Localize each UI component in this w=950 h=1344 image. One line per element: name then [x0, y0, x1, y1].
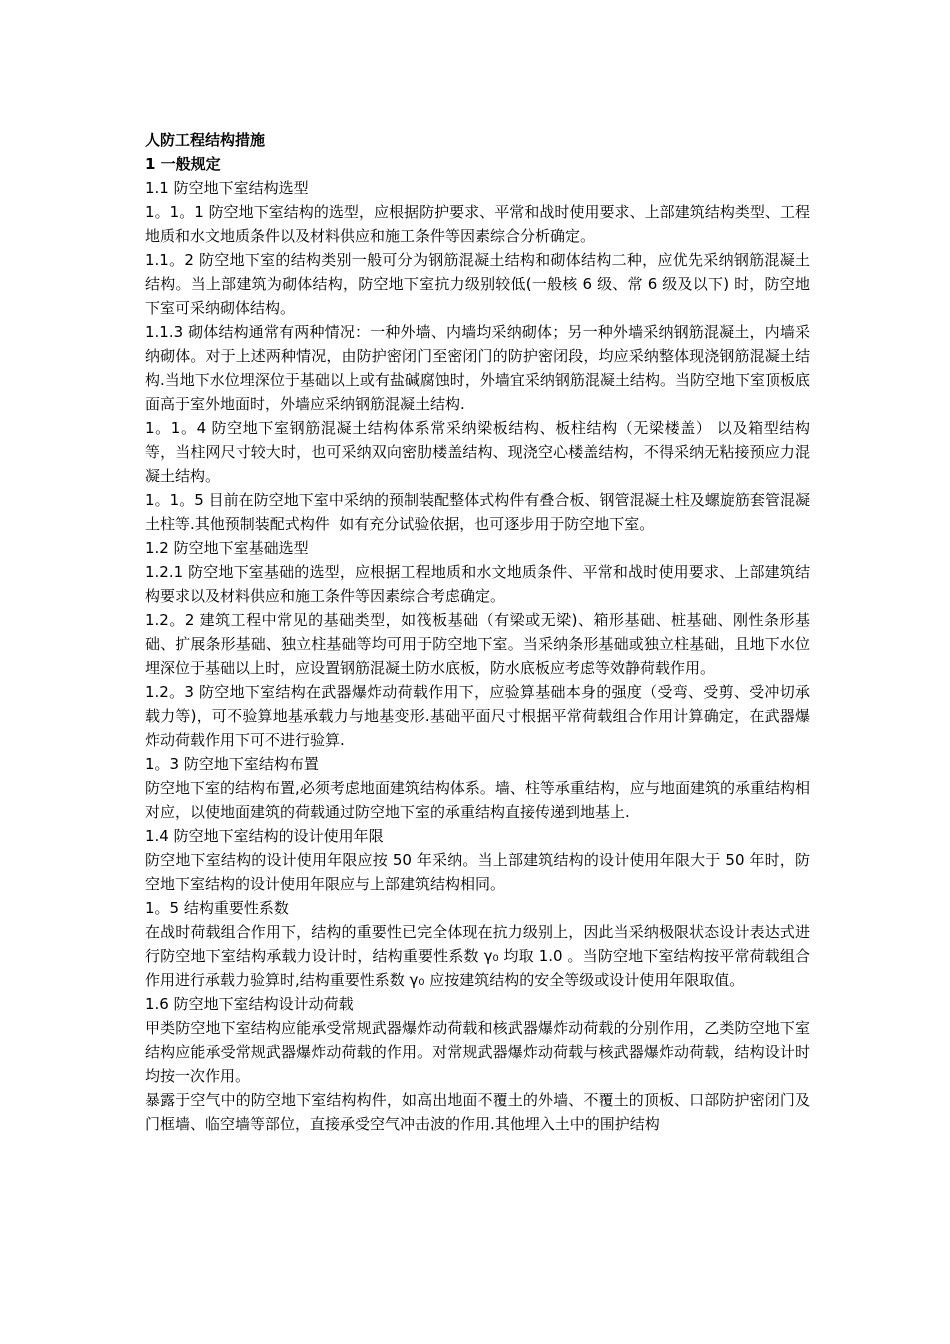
paragraph-1-3: 防空地下室的结构布置,必须考虑地面建筑结构体系。墙、柱等承重结构，应与地面建筑的承重结构相对应，以使地面建筑的荷载通过防空地下室的承重结构直接传递到地基上. [145, 779, 810, 821]
document-title: 人防工程结构措施 [145, 131, 266, 149]
heading-1-4: 1.4 防空地下室结构的设计使用年限 [145, 827, 384, 845]
heading-1-5: 1。5 结构重要性系数 [145, 899, 289, 917]
paragraph-1-2-2: 1.2。2 建筑工程中常见的基础类型，如筏板基础（有梁或无梁)、箱形基础、桩基础、刚性条形基础、扩展条形基础、独立柱基础等均可用于防空地下室。当采纳条形基础或独立柱基础，且地下水位埋深位于基础以上时，应设置钢筋混凝土防水底板，防水底板应考虑等效静荷载作用。 [145, 611, 810, 677]
section-heading-general-provisions: 1 一般规定 [145, 155, 221, 173]
paragraph-1-1-5: 1。1。5 目前在防空地下室中采纳的预制装配整体式构件有叠合板、钢管混凝土柱及螺旋筋套管混凝土柱等.其他预制装配式构件 如有充分试验依据，也可逐步用于防空地下室。 [145, 491, 810, 533]
paragraph-1-5: 在战时荷载组合作用下，结构的重要性已完全体现在抗力级别上，因此当采纳极限状态设计表达式进行防空地下室结构承载力设计时，结构重要性系数 γ₀ 均取 1.0 。当防空地下室结构按平常荷载组合作用进行承载力验算时,结构重要性系数 γ₀ 应按建筑结构的安全等级或设计使用年限取值。 [145, 923, 810, 989]
paragraph-1-6-b: 暴露于空气中的防空地下室结构构件，如高出地面不覆土的外墙、不覆土的顶板、口部防护密闭门及门框墙、临空墙等部位，直接承受空气冲击波的作用.其他埋入土中的围护结构 [145, 1091, 810, 1133]
heading-1-2: 1.2 防空地下室基础选型 [145, 539, 309, 557]
heading-1-6: 1.6 防空地下室结构设计动荷载 [145, 995, 354, 1013]
paragraph-1-2-3: 1.2。3 防空地下室结构在武器爆炸动荷载作用下，应验算基础本身的强度（受弯、受剪、受冲切承载力等)，可不验算地基承载力与地基变形.基础平面尺寸根据平常荷载组合作用计算确定，在武器爆炸动荷载作用下可不进行验算. [145, 683, 810, 749]
paragraph-1-1-4: 1。1。4 防空地下室钢筋混凝土结构体系常采纳梁板结构、板柱结构（无梁楼盖） 以及箱型结构等，当柱网尺寸较大时，也可采纳双向密肋楼盖结构、现浇空心楼盖结构，不得采纳无粘接预应力混凝土结构。 [145, 419, 810, 485]
paragraph-1-1-3: 1.1.3 砌体结构通常有两种情况：一种外墙、内墙均采纳砌体；另一种外墙采纳钢筋混凝土，内墙采纳砌体。对于上述两种情况，由防护密闭门至密闭门的防护密闭段，均应采纳整体现浇钢筋混凝土结构.当地下水位埋深位于基础以上或有盐碱腐蚀时，外墙宜采纳钢筋混凝土结构。当防空地下室顶板底面高于室外地面时，外墙应采纳钢筋混凝土结构. [145, 323, 810, 413]
paragraph-1-1-2: 1.1。2 防空地下室的结构类别一般可分为钢筋混凝土结构和砌体结构二种，应优先采纳钢筋混凝土结构。当上部建筑为砌体结构，防空地下室抗力级别较低(一般核 6 级、常 6 级及以下) 时，防空地下室可采纳砌体结构。 [145, 251, 810, 317]
heading-1-3: 1。3 防空地下室结构布置 [145, 755, 319, 773]
document-page [145, 128, 810, 1136]
paragraph-1-4: 防空地下室结构的设计使用年限应按 50 年采纳。当上部建筑结构的设计使用年限大于 50 年时，防空地下室结构的设计使用年限应与上部建筑结构相同。 [145, 851, 810, 893]
paragraph-1-6-a: 甲类防空地下室结构应能承受常规武器爆炸动荷载和核武器爆炸动荷载的分别作用，乙类防空地下室结构应能承受常规武器爆炸动荷载的作用。对常规武器爆炸动荷载与核武器爆炸动荷载，结构设计时均按一次作用。 [145, 1019, 810, 1085]
paragraph-1-1-1: 1。1。1 防空地下室结构的选型，应根据防护要求、平常和战时使用要求、上部建筑结构类型、工程地质和水文地质条件以及材料供应和施工条件等因素综合分析确定。 [145, 203, 810, 245]
paragraph-1-2-1: 1.2.1 防空地下室基础的选型，应根据工程地质和水文地质条件、平常和战时使用要求、上部建筑结构要求以及材料供应和施工条件等因素综合考虑确定。 [145, 563, 810, 605]
heading-1-1: 1.1 防空地下室结构选型 [145, 179, 309, 197]
